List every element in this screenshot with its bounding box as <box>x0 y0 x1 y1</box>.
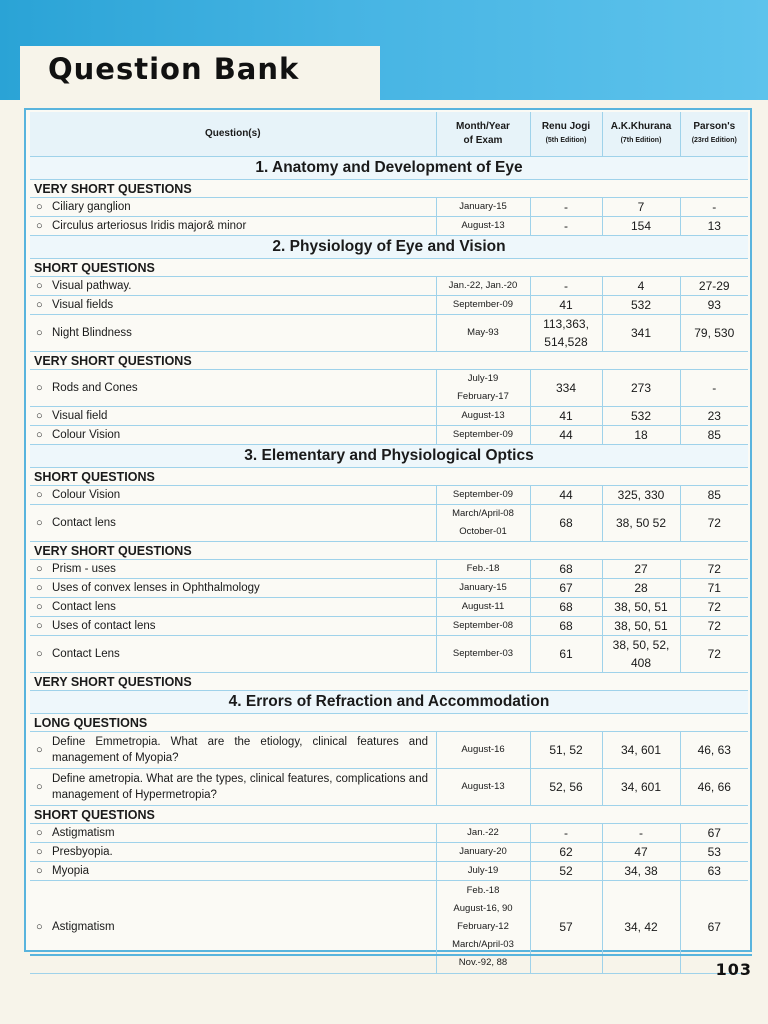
question-text: Colour Vision <box>52 489 121 501</box>
exam-date: Jan.-22 <box>467 827 499 838</box>
renu-jogi-page-cell: 41 <box>530 407 602 426</box>
exam-date: Nov.-92, 88 <box>458 957 508 968</box>
exam-date: August-16 <box>461 744 505 755</box>
parson-page-cell: 72 <box>680 598 748 617</box>
exam-date: March/April-08 <box>452 508 514 519</box>
renu-jogi-page-cell: 334 <box>530 370 602 407</box>
parson-page-cell: 72 <box>680 617 748 636</box>
question-bank-table <box>30 112 748 974</box>
category-row <box>30 259 748 277</box>
page-ref: 113,363, <box>543 317 589 331</box>
exam-date-cell <box>436 486 530 505</box>
question-text: Visual field <box>52 410 108 422</box>
khurana-page-cell: 34, 601 <box>602 732 680 769</box>
parson-page-cell: 71 <box>680 579 748 598</box>
question-row <box>30 277 748 296</box>
renu-jogi-page-cell: 68 <box>530 560 602 579</box>
question-cell <box>30 315 436 352</box>
category-label: LONG QUESTIONS <box>30 714 748 732</box>
khurana-page-cell: - <box>602 824 680 843</box>
bullet-icon: ○ <box>36 280 43 292</box>
table-body <box>30 157 748 974</box>
parson-page-cell: 79, 530 <box>680 315 748 352</box>
category-row <box>30 180 748 198</box>
renu-jogi-page-cell: 62 <box>530 843 602 862</box>
question-cell <box>30 617 436 636</box>
section-heading: 1. Anatomy and Development of Eye <box>30 157 748 180</box>
bullet-icon: ○ <box>36 601 43 613</box>
renu-jogi-page-cell: 52, 56 <box>530 769 602 806</box>
category-row <box>30 806 748 824</box>
parson-page-cell: 85 <box>680 486 748 505</box>
question-text: Define ametropia. What are the types, clinical features, complications and management of Hypermetropia? <box>52 773 428 801</box>
renu-jogi-page-cell: 68 <box>530 505 602 542</box>
renu-jogi-page-cell: 44 <box>530 486 602 505</box>
renu-jogi-page-cell: 68 <box>530 617 602 636</box>
page-number: 103 <box>715 960 752 979</box>
question-row <box>30 505 748 542</box>
question-row <box>30 407 748 426</box>
exam-date-cell <box>436 277 530 296</box>
bullet-icon: ○ <box>36 865 43 877</box>
parson-page-cell: 93 <box>680 296 748 315</box>
exam-date-cell <box>436 505 530 542</box>
exam-date: September-08 <box>452 620 514 631</box>
bullet-icon: ○ <box>36 299 43 311</box>
bullet-icon: ○ <box>36 517 43 529</box>
question-row <box>30 843 748 862</box>
renu-jogi-page-cell: 51, 52 <box>530 732 602 769</box>
khurana-page-cell: 7 <box>602 198 680 217</box>
parson-page-cell: - <box>680 198 748 217</box>
parson-page-cell: 72 <box>680 505 748 542</box>
exam-date-cell <box>436 579 530 598</box>
question-text: Visual fields <box>52 299 114 311</box>
question-cell <box>30 407 436 426</box>
section-heading-row <box>30 157 748 180</box>
renu-jogi-page-cell: - <box>530 198 602 217</box>
khurana-page-cell: 34, 42 <box>602 881 680 974</box>
section-heading-row <box>30 445 748 468</box>
category-label: VERY SHORT QUESTIONS <box>30 352 748 370</box>
page-title: Question Bank <box>48 52 300 86</box>
exam-date-cell <box>436 407 530 426</box>
bullet-icon: ○ <box>36 489 43 501</box>
question-text: Colour Vision <box>52 429 121 441</box>
khurana-page-cell: 532 <box>602 296 680 315</box>
question-text: Astigmatism <box>52 921 115 933</box>
exam-date: August-13 <box>461 410 505 421</box>
question-row <box>30 769 748 806</box>
renu-jogi-page-cell: 52 <box>530 862 602 881</box>
section-heading: 2. Physiology of Eye and Vision <box>30 236 748 259</box>
khurana-page-cell: 18 <box>602 426 680 445</box>
exam-date: Feb.-18 <box>466 563 500 574</box>
exam-date: August-13 <box>461 781 505 792</box>
question-cell <box>30 579 436 598</box>
khurana-page-cell: 28 <box>602 579 680 598</box>
parson-page-cell: 72 <box>680 636 748 673</box>
exam-date-cell <box>436 217 530 236</box>
question-row <box>30 370 748 407</box>
exam-date-cell <box>436 198 530 217</box>
question-cell <box>30 732 436 769</box>
renu-jogi-page-cell: - <box>530 277 602 296</box>
exam-date-cell <box>436 296 530 315</box>
question-text: Uses of contact lens <box>52 620 156 632</box>
exam-date-cell <box>436 732 530 769</box>
khurana-page-cell: 532 <box>602 407 680 426</box>
question-text: Prism - uses <box>52 563 116 575</box>
category-row <box>30 468 748 486</box>
parson-page-cell: 85 <box>680 426 748 445</box>
question-row <box>30 486 748 505</box>
question-cell <box>30 843 436 862</box>
question-cell <box>30 769 436 806</box>
question-text: Contact Lens <box>52 648 120 660</box>
question-cell <box>30 881 436 974</box>
question-text: Night Blindness <box>52 327 132 339</box>
exam-date: March/April-03 <box>452 939 514 950</box>
bullet-icon: ○ <box>36 220 43 232</box>
category-label: SHORT QUESTIONS <box>30 259 748 277</box>
category-row <box>30 542 748 560</box>
question-cell <box>30 636 436 673</box>
question-text: Rods and Cones <box>52 382 138 394</box>
col-parson-header: Parson's (23rd Edition) <box>680 112 748 157</box>
exam-date: February-12 <box>457 921 509 932</box>
exam-date: February-17 <box>457 391 509 402</box>
exam-date: Jan.-22, Jan.-20 <box>448 280 518 291</box>
renu-jogi-page-cell: - <box>530 824 602 843</box>
exam-date-cell <box>436 862 530 881</box>
category-label: VERY SHORT QUESTIONS <box>30 180 748 198</box>
renu-jogi-page-cell: 44 <box>530 426 602 445</box>
bullet-icon: ○ <box>36 827 43 839</box>
exam-date: August-16, 90 <box>453 903 513 914</box>
exam-date-cell <box>436 560 530 579</box>
table-header-row <box>30 112 748 157</box>
exam-date-cell <box>436 843 530 862</box>
question-cell <box>30 862 436 881</box>
khurana-page-cell: 341 <box>602 315 680 352</box>
exam-date: January-15 <box>459 201 507 212</box>
question-row <box>30 217 748 236</box>
question-cell <box>30 296 436 315</box>
exam-date: September-09 <box>452 299 514 310</box>
question-text: Astigmatism <box>52 827 115 839</box>
exam-date: October-01 <box>459 526 507 537</box>
exam-date-cell <box>436 769 530 806</box>
page-ref: 38, 50, 52, <box>612 638 670 652</box>
exam-date-cell <box>436 426 530 445</box>
parson-page-cell: 72 <box>680 560 748 579</box>
exam-date-cell <box>436 617 530 636</box>
exam-date: September-09 <box>452 489 514 500</box>
parson-page-cell: 13 <box>680 217 748 236</box>
renu-jogi-page-cell: 61 <box>530 636 602 673</box>
exam-date-cell <box>436 370 530 407</box>
question-row <box>30 426 748 445</box>
question-cell <box>30 198 436 217</box>
bullet-icon: ○ <box>36 781 43 794</box>
col-renu-header: Renu Jogi (5th Edition) <box>530 112 602 157</box>
question-cell <box>30 217 436 236</box>
question-row <box>30 579 748 598</box>
question-text: Contact lens <box>52 517 116 529</box>
parson-page-cell: 27-29 <box>680 277 748 296</box>
exam-date-cell <box>436 881 530 974</box>
exam-date: January-15 <box>459 582 507 593</box>
question-row <box>30 296 748 315</box>
question-text: Ciliary ganglion <box>52 201 131 213</box>
exam-date: July-19 <box>467 373 499 384</box>
category-label: SHORT QUESTIONS <box>30 468 748 486</box>
bullet-icon: ○ <box>36 563 43 575</box>
khurana-page-cell <box>602 636 680 673</box>
khurana-page-cell: 34, 38 <box>602 862 680 881</box>
parson-page-cell: 53 <box>680 843 748 862</box>
question-cell <box>30 370 436 407</box>
section-heading: 4. Errors of Refraction and Accommodation <box>30 691 748 714</box>
khurana-page-cell: 38, 50 52 <box>602 505 680 542</box>
khurana-page-cell: 273 <box>602 370 680 407</box>
khurana-page-cell: 325, 330 <box>602 486 680 505</box>
category-row <box>30 714 748 732</box>
exam-date: May-93 <box>467 327 499 338</box>
parson-page-cell: - <box>680 370 748 407</box>
renu-jogi-page-cell <box>530 315 602 352</box>
bullet-icon: ○ <box>36 410 43 422</box>
question-text: Uses of convex lenses in Ophthalmology <box>52 582 260 594</box>
question-cell <box>30 277 436 296</box>
question-text: Myopia <box>52 865 90 877</box>
question-row <box>30 560 748 579</box>
khurana-page-cell: 38, 50, 51 <box>602 598 680 617</box>
exam-date-cell <box>436 598 530 617</box>
question-text: Contact lens <box>52 601 116 613</box>
khurana-page-cell: 34, 601 <box>602 769 680 806</box>
category-label: SHORT QUESTIONS <box>30 806 748 824</box>
exam-date: September-03 <box>452 648 514 659</box>
category-label: VERY SHORT QUESTIONS <box>30 673 748 691</box>
khurana-page-cell: 4 <box>602 277 680 296</box>
question-row <box>30 824 748 843</box>
parson-page-cell: 46, 66 <box>680 769 748 806</box>
question-cell <box>30 560 436 579</box>
bullet-icon: ○ <box>36 846 43 858</box>
khurana-page-cell: 27 <box>602 560 680 579</box>
renu-jogi-page-cell: 41 <box>530 296 602 315</box>
bullet-icon: ○ <box>36 582 43 594</box>
category-label: VERY SHORT QUESTIONS <box>30 542 748 560</box>
category-row <box>30 352 748 370</box>
exam-date-cell <box>436 636 530 673</box>
question-row <box>30 636 748 673</box>
question-row <box>30 617 748 636</box>
page-ref: 514,528 <box>544 335 588 349</box>
bullet-icon: ○ <box>36 429 43 441</box>
bullet-icon: ○ <box>36 921 43 933</box>
question-cell <box>30 505 436 542</box>
question-row <box>30 881 748 974</box>
khurana-page-cell: 47 <box>602 843 680 862</box>
parson-page-cell: 63 <box>680 862 748 881</box>
bottom-rule <box>30 954 752 956</box>
bullet-icon: ○ <box>36 327 43 339</box>
question-cell <box>30 824 436 843</box>
renu-jogi-page-cell: 68 <box>530 598 602 617</box>
question-row <box>30 732 748 769</box>
question-row <box>30 198 748 217</box>
question-row <box>30 862 748 881</box>
exam-date: August-13 <box>461 220 505 231</box>
question-cell <box>30 426 436 445</box>
exam-date-cell <box>436 315 530 352</box>
question-text: Presbyopia. <box>52 846 113 858</box>
bullet-icon: ○ <box>36 201 43 213</box>
parson-page-cell: 67 <box>680 824 748 843</box>
khurana-page-cell: 154 <box>602 217 680 236</box>
col-khurana-header: A.K.Khurana (7th Edition) <box>602 112 680 157</box>
page-ref: 408 <box>630 656 652 670</box>
bullet-icon: ○ <box>36 648 43 660</box>
renu-jogi-page-cell: - <box>530 217 602 236</box>
question-row <box>30 598 748 617</box>
renu-jogi-page-cell: 67 <box>530 579 602 598</box>
question-cell <box>30 486 436 505</box>
category-row <box>30 673 748 691</box>
col-question-header: Question(s) <box>30 112 436 157</box>
section-heading-row <box>30 236 748 259</box>
parson-page-cell: 67 <box>680 881 748 974</box>
exam-date: July-19 <box>467 865 499 876</box>
bullet-icon: ○ <box>36 620 43 632</box>
khurana-page-cell: 38, 50, 51 <box>602 617 680 636</box>
bullet-icon: ○ <box>36 744 43 757</box>
exam-date-cell <box>436 824 530 843</box>
bullet-icon: ○ <box>36 382 43 394</box>
question-text: Circulus arteriosus Iridis major& minor <box>52 220 247 232</box>
question-row <box>30 315 748 352</box>
section-heading-row <box>30 691 748 714</box>
parson-page-cell: 46, 63 <box>680 732 748 769</box>
exam-date: January-20 <box>459 846 507 857</box>
question-text: Define Emmetropia. What are the etiology, clinical features and management of Myopia? <box>52 736 428 764</box>
question-text: Visual pathway. <box>52 280 132 292</box>
section-heading: 3. Elementary and Physiological Optics <box>30 445 748 468</box>
question-cell <box>30 598 436 617</box>
parson-page-cell: 23 <box>680 407 748 426</box>
col-month-header: Month/Year of Exam <box>436 112 530 157</box>
renu-jogi-page-cell: 57 <box>530 881 602 974</box>
exam-date: September-09 <box>452 429 514 440</box>
exam-date: Feb.-18 <box>466 885 500 896</box>
exam-date: August-11 <box>461 601 505 612</box>
